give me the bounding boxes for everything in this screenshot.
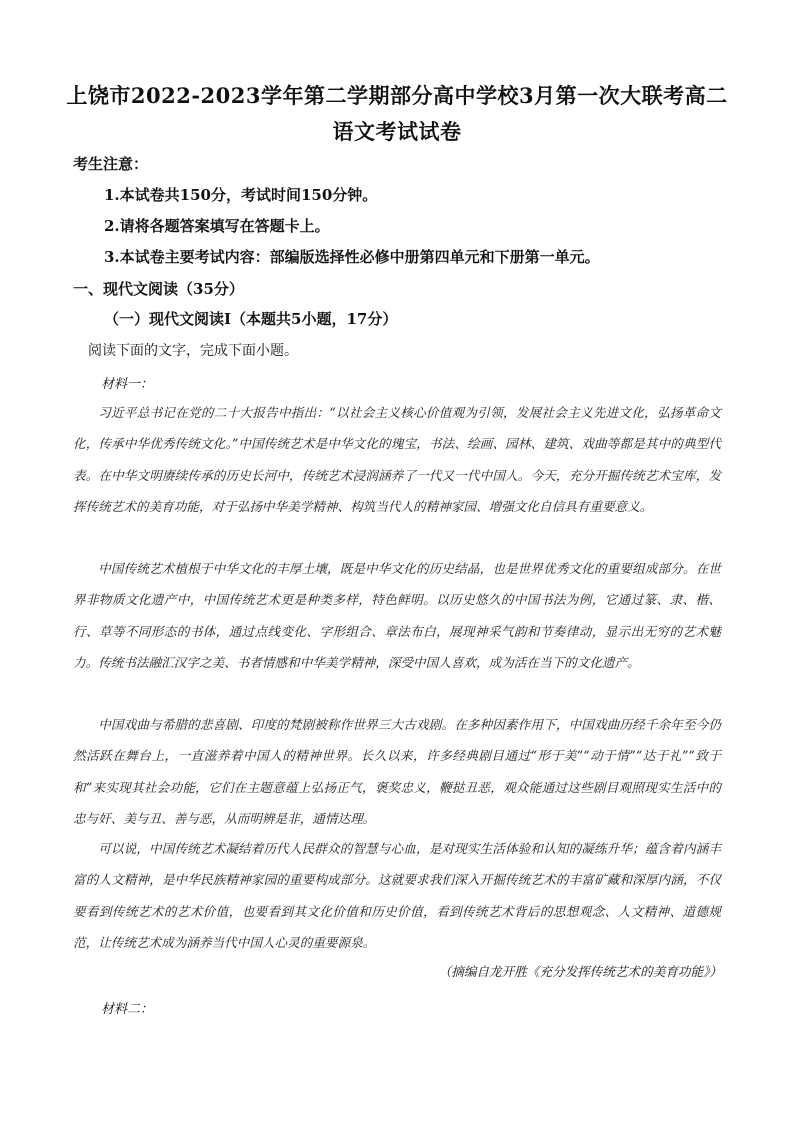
material-one-paragraph-3: 中国戏曲与希腊的悲喜剧、印度的梵剧被称作世界三大古戏剧。在多种因素作用下，中国戏曲历经千余年至今仍然活跃在舞台上，一直滋养着中国人的精神世界。长久以来，许多经典剧目通过“形于美”“动于情”“达于礼”“致于和”来实现其社会功能，它们在主题意蕴上弘扬正气，褒奖忠义，鞭挞丑恶，观众能通过这些剧目观照现实生活中的忠与奸、美与丑、善与恶，从而明辨是非，通情达理。: [73, 717, 721, 826]
note-item-1: 1.本试卷共150分，考试时间150分钟。: [104, 186, 378, 204]
material-one-source: （摘编自龙开胜《充分发挥传统艺术的美育功能》）: [438, 964, 722, 979]
exam-title-line1: 上饶市2022-2023学年第二学期部分高中学校3月第一次大联考高二: [66, 83, 728, 108]
material-one-paragraph-4: 可以说，中国传统艺术凝结着历代人民群众的智慧与心血，是对现实生活体验和认知的凝练升华；蕴含着内涵丰富的人文精神，是中华民族精神家园的重要构成部分。这就要求我们深入开掘传统艺术的丰富矿藏和深厚内涵，不仅要看到传统艺术的艺术价值，也要看到其文化价值和历史价值，看到传统艺术背后的思想观念、人文精神、道德规范，让传统艺术成为涵养当代中国人心灵的重要源泉。: [73, 841, 721, 950]
subsection-heading: （一）现代文阅读Ⅰ（本题共5小题，17分）: [104, 310, 398, 328]
material-one-paragraph-2: 中国传统艺术植根于中华文化的丰厚土壤，既是中华文化的历史结晶，也是世界优秀文化的重要组成部分。在世界非物质文化遗产中，中国传统艺术更是种类多样，特色鲜明。以历史悠久的中国书法为例，它通过篆、隶、楷、行、草等不同形态的书体，通过点线变化、字形组合、章法布白，展现神采气韵和节奏律动，显示出无穷的艺术魅力。传统书法融汇汉字之美、书者情感和中华美学精神，深受中国人喜欢，成为活在当下的文化遗产。: [73, 561, 721, 670]
material-two-label: 材料二：: [101, 1002, 154, 1017]
material-one-label: 材料一：: [101, 377, 154, 392]
note-item-3: 3.本试卷主要考试内容：部编版选择性必修中册第四单元和下册第一单元。: [104, 248, 600, 266]
notes-label: 考生注意：: [73, 155, 149, 173]
note-item-2: 2.请将各题答案填写在答题卡上。: [104, 217, 330, 235]
material-one-paragraph-1: 习近平总书记在党的二十大报告中指出：“以社会主义核心价值观为引领，发展社会主义先进文化，弘扬革命文化，传承中华优秀传统文化。”中国传统艺术是中华文化的瑰宝，书法、绘画、园林、建筑、戏曲等都是其中的典型代表。在中华文明赓续传承的历史长河中，传统艺术浸润涵养了一代又一代中国人。今天，充分开掘传统艺术宝库，发挥传统艺术的美育功能，对于弘扬中华美学精神、构筑当代人的精神家园、增强文化自信具有重要意义。: [73, 405, 721, 514]
reading-instruction: 阅读下面的文字，完成下面小题。: [88, 343, 298, 359]
section-heading: 一、现代文阅读（35分）: [73, 280, 244, 298]
exam-title-line2: 语文考试试卷: [332, 119, 462, 144]
